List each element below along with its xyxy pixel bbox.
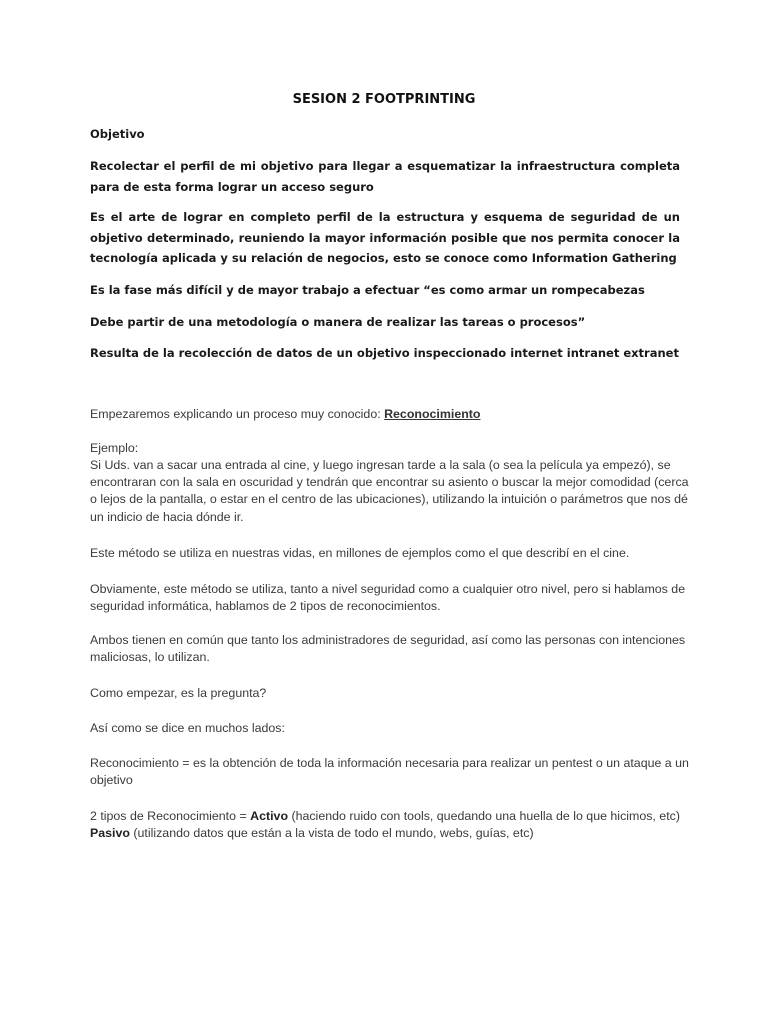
objective-heading: Objetivo bbox=[90, 127, 145, 141]
paragraph-como: Como empezar, es la pregunta? bbox=[90, 686, 267, 700]
paragraph-reconocimiento-def: Reconocimiento = es la obtención de toda la información necesaria para realizar un pentest o un ataque a un objetivo bbox=[90, 756, 689, 788]
paragraph-fase: Es la fase más difícil y de mayor trabajo a efectuar “es como armar un rompecabezas bbox=[90, 283, 645, 297]
paragraph-resulta: Resulta de la recolección de datos de un objetivo inspeccionado internet intranet extranet bbox=[90, 346, 679, 360]
reconocimiento-link[interactable]: Reconocimiento bbox=[384, 407, 481, 421]
pasivo-description: (utilizando datos que están a la vista de todo el mundo, webs, guías, etc) bbox=[129, 826, 534, 841]
paragraph-arte: Es el arte de lograr en completo perfil de la estructura y esquema de seguridad de un objetivo determinado, reuniendo la mayor información posible que nos permita conocer la tecnología aplicada y su relación de negocios, esto se conoce como Information Gathering bbox=[90, 210, 680, 265]
activo-label: Activo bbox=[250, 809, 289, 823]
activo-description: (haciendo ruido con tools, quedando una huella de lo que hicimos, etc) bbox=[288, 809, 680, 823]
paragraph-empezaremos bbox=[90, 406, 690, 423]
paragraph-metodologia: Debe partir de una metodología o manera de realizar las tareas o procesos” bbox=[90, 315, 586, 329]
page-title: SESION 2 FOOTPRINTING bbox=[292, 92, 476, 107]
paragraph-recolectar: Recolectar el perfil de mi objetivo para llegar a esquematizar la infraestructura completa para de esta forma lograr un acceso seguro bbox=[90, 159, 680, 194]
paragraph-obviamente: Obviamente, este método se utiliza, tanto a nivel seguridad como a cualquier otro nivel, pero si hablamos de seguridad informática, hablamos de 2 tipos de reconocimientos. bbox=[90, 582, 686, 614]
paragraph-ambos: Ambos tienen en común que tanto los administradores de seguridad, así como las personas con intenciones maliciosas, lo utilizan. bbox=[90, 633, 686, 665]
pasivo-label: Pasivo bbox=[90, 826, 130, 841]
paragraph-metodo: Este método se utiliza en nuestras vidas, en millones de ejemplos como el que describí en el cine. bbox=[90, 546, 630, 560]
paragraph-tipos bbox=[90, 808, 690, 842]
tipos-prefix: 2 tipos de Reconocimiento = bbox=[90, 809, 251, 823]
empezaremos-text: Empezaremos explicando un proceso muy conocido: bbox=[90, 407, 385, 421]
ejemplo-text: Si Uds. van a sacar una entrada al cine, y luego ingresan tarde a la sala (o sea la película ya empezó), se encontraran con la sala en oscuridad y tendrán que encontrar su asiento o buscar la mejor comodidad (cerca o lejos de la pantalla, o estar en el centro de las ubicaciones), utilizando la intuición o parámetros que nos dé un indicio de hacia dónde ir. bbox=[90, 458, 689, 524]
ejemplo-label: Ejemplo: bbox=[90, 441, 139, 455]
paragraph-asi: Así como se dice en muchos lados: bbox=[90, 721, 285, 735]
